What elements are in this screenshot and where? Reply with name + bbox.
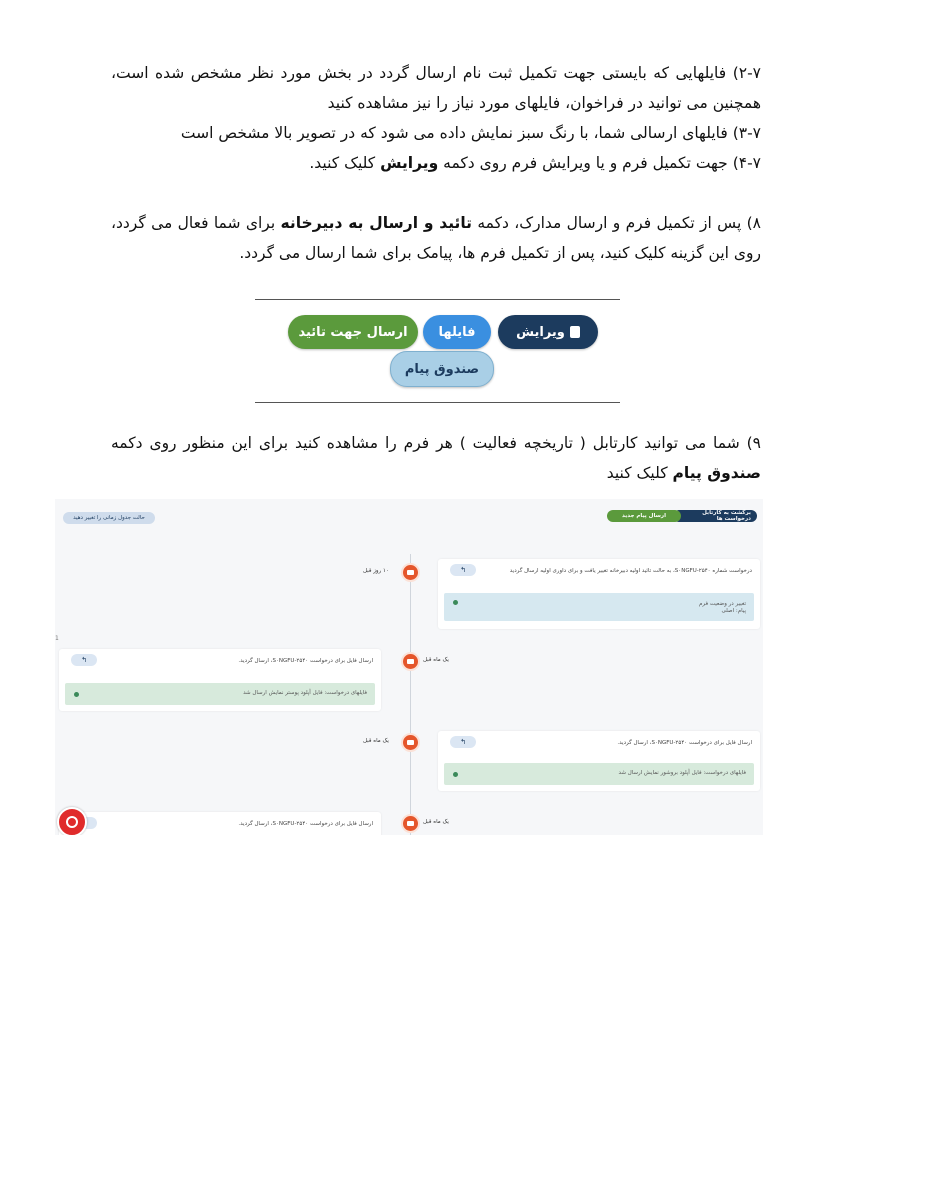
paragraph-7-4 [111, 148, 761, 178]
paragraph-8 [111, 208, 761, 268]
entry-detail [65, 683, 375, 705]
paragraph-text: ۴-۷) جهت تکمیل فرم و یا ویرایش فرم روی دکمه [438, 154, 761, 172]
side-mark: 1 [55, 635, 59, 642]
timeline-card [59, 812, 381, 835]
new-message-button[interactable] [607, 510, 681, 522]
timeline-dot [401, 733, 420, 752]
entry-text: ارسال فایل برای درخواست S۰NGFU-۲۵۴۰، ارسال گردید. [238, 821, 373, 827]
entry-detail-text: فایلهای درخواست: فایل آپلود پوستر نمایش ارسال شد [243, 690, 367, 696]
inbox-button-label: صندوق پیام [404, 361, 480, 377]
inbox-button[interactable] [390, 351, 494, 387]
reply-button[interactable]: ↰ [450, 736, 476, 748]
new-message-label: ارسال پیام جدید [622, 513, 666, 519]
status-icon [453, 600, 458, 605]
timeline-dot [401, 563, 420, 582]
entry-time: یک ماه قبل [363, 738, 389, 744]
reply-button[interactable]: ↰ [450, 564, 476, 576]
edit-button[interactable] [498, 315, 598, 349]
timeline-line [410, 554, 411, 835]
paragraph-text: ۲-۷) فایلهایی که بایستی جهت تکمیل ثبت نام ارسال گردد در بخش مورد نظر مشخص شده است، همچنین می توانید در فراخوان، فایلهای مورد نیاز را نیز مشاهده کنید [111, 64, 761, 112]
entry-detail-text [699, 601, 746, 615]
divider-top [255, 299, 620, 300]
paragraph-text: ۳-۷) فایلهای ارسالی شما، با رنگ سبز نمایش داده می شود که در تصویر بالا مشخص است [180, 124, 761, 142]
timeline-card [438, 559, 760, 629]
timeline-dot [401, 652, 420, 671]
bold-term: ویرایش [380, 154, 439, 172]
entry-time: یک ماه قبل [423, 657, 449, 663]
bold-term: تائید و ارسال به دبیرخانه [280, 214, 472, 232]
detail-line: پیام: اصلی [721, 608, 746, 614]
paragraph-9 [111, 428, 761, 488]
timeline-screenshot [55, 499, 763, 835]
paragraph-text: ۸) پس از تکمیل فرم و ارسال مدارک، دکمه [472, 214, 761, 232]
entry-time: یک ماه قبل [423, 819, 449, 825]
upload-icon [453, 772, 458, 777]
divider-bottom [255, 402, 620, 403]
upload-icon [74, 692, 79, 697]
bold-term: صندوق پیام [672, 464, 761, 482]
paragraph-7-3 [111, 118, 761, 148]
timeline-dot [401, 814, 420, 833]
files-button[interactable] [423, 315, 491, 349]
timeline-card [438, 731, 760, 791]
entry-detail [444, 763, 754, 785]
paragraph-text: کلیک کنید. [309, 154, 381, 172]
edit-icon [570, 326, 580, 338]
edit-button-label: ویرایش [516, 324, 565, 340]
button-panel [255, 301, 620, 401]
entry-text: ارسال فایل برای درخواست S۰NGFU-۲۵۴۰، ارسال گردید. [617, 740, 752, 746]
send-for-approval-button[interactable] [288, 315, 418, 349]
back-to-cartable-button[interactable] [673, 510, 757, 522]
back-button-label: برگشت به کارتابل درخواست ها [702, 510, 751, 522]
timeline-card [59, 649, 381, 711]
entry-detail-text: فایلهای درخواست: فایل آپلود بروشور نمایش ارسال شد [618, 770, 746, 776]
toggle-timeline-button[interactable] [63, 512, 155, 524]
files-button-label: فایلها [438, 324, 476, 340]
detail-line: تغییر در وضعیت فرم [699, 601, 746, 607]
entry-time: ۱۰ روز قبل [363, 568, 389, 574]
toggle-label: حالت جدول زمانی را تغییر دهید [73, 515, 145, 521]
reply-button[interactable]: ↰ [71, 654, 97, 666]
paragraph-text: برای شما فعال می گردد، روی این گزینه کلیک کنید، پس از تکمیل فرم ها، پیامک برای شما ارسال می گردد. [111, 214, 761, 262]
entry-text: درخواست شماره S۰NGFU-۲۵۴۰، به حالت تائید اولیه دبیرخانه تغییر یافت و برای داوری اولیه ارسال گردید [509, 568, 752, 574]
entry-text: ارسال فایل برای درخواست S۰NGFU-۲۵۴۰، ارسال گردید. [238, 658, 373, 664]
help-badge-icon[interactable] [57, 807, 87, 835]
paragraph-7-2 [111, 58, 761, 118]
confirm-button-label: ارسال جهت تائید [298, 324, 408, 340]
entry-detail [444, 593, 754, 621]
paragraph-text: کلیک کنید [606, 464, 673, 482]
paragraph-text: ۹) شما می توانید کارتابل ( تاریخچه فعالیت ) هر فرم را مشاهده کنید برای این منظور روی دکمه [111, 434, 761, 452]
